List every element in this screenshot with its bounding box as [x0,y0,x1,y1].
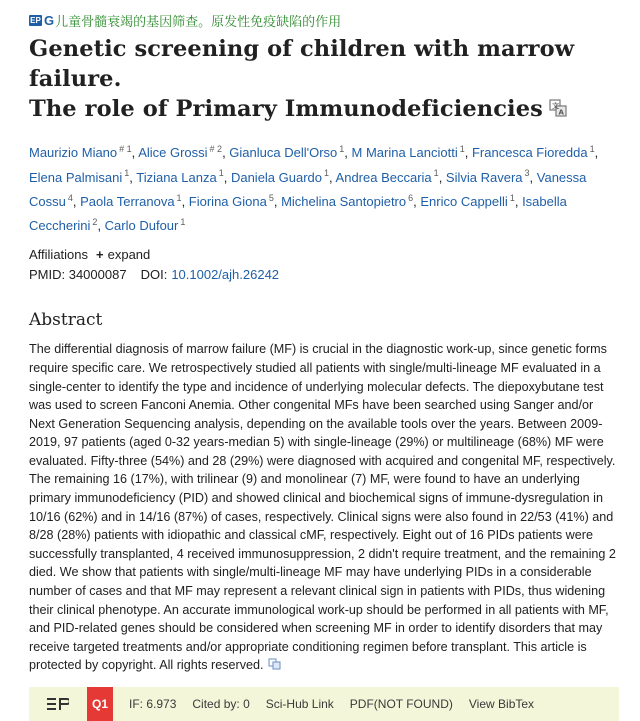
author-affiliation-number[interactable]: 4 [67,192,73,203]
author-affiliation-number[interactable]: 6 [408,192,414,203]
author-link[interactable]: Michelina Santopietro [281,193,407,209]
copy-translate-icon[interactable] [268,657,282,676]
author-link[interactable]: Silvia Ravera [445,169,523,185]
author-affiliation-number[interactable]: 1 [124,168,130,179]
google-translate-icon: G [44,12,55,28]
author-affiliation-number[interactable]: 3 [524,168,530,179]
author-affiliation-number[interactable]: 1 [176,192,182,203]
impact-factor: IF: 6.973 [129,697,177,712]
author-link[interactable]: Carlo Dufour [104,218,179,234]
pdf-link[interactable]: PDF(NOT FOUND) [349,697,453,712]
doi-link[interactable]: 10.1002/ajh.26242 [171,266,280,282]
translated-title-row [29,10,618,30]
abstract-heading: Abstract [29,310,103,331]
quartile-badge: Q1 [87,687,113,721]
svg-text:文: 文 [551,102,559,110]
article-title [29,34,618,125]
author-link[interactable]: Alice Grossi [138,145,208,161]
scihub-link[interactable]: Sci-Hub Link [265,697,334,712]
author-link[interactable]: Isabella Ceccherini [29,193,567,234]
author-link[interactable]: Francesca Fioredda [471,145,588,161]
author-affiliation-number[interactable]: # 1 [119,144,132,154]
author-link[interactable]: Gianluca Dell'Orso [229,145,338,161]
author-link[interactable]: Tiziana Lanza [136,169,217,185]
doi-label: DOI: [140,266,168,282]
author-affiliation-number[interactable]: 1 [339,144,345,154]
identifiers-row [29,264,618,284]
author-list: Maurizio Miano $^{\# 1}$, Alice Grossi $^{\# 2}$, Gianluca Dell'Orso $^1$, M Marina Lanciotti $^1$, Francesca Fioredda $^1$, Elena Palmisani $^1$, Tiziana Lanza $^1$, Daniela Guardo $^1$, Andrea Beccaria $^1$, Silvia Ravera $^3$, Vanessa Cossu $^4$, Paola Terranova $^1$, Fiorina Giona $^5$, Michelina Santopietro $^6$, Enrico Cappelli $^1$, Isabella Ceccherini $^2$, Carlo Dufour $^1$ [29,144,599,234]
author-affiliation-number[interactable]: 1 [589,144,595,154]
author-link[interactable]: Elena Palmisani [29,169,123,185]
title-line-1: Genetic screening of children with marrow failure. [29,36,575,92]
abstract-body: The differential diagnosis of marrow failure (MF) is crucial in the diagnostic work-up, since genetic forms require specific care. We retrospectively studied all patients with single/multi-lineage MF evaluated in a single-center to identify the type and incidence of underlying molecular defects. The diepoxybutane test was used to screen Fanconi Anemia. Other congenital MFs have been searched using Sanger and/or Next Generation Sequencing analysis, depending on the available tools over the years. Between 2009-2019, 97 patients (aged 0-32 years-median 5) with single-lineage (29%) or multilineage (68%) MF were evaluated. Fifty-three (54%) and 28 (29%) were diagnosed with acquired and congenital MF, respectively. The remaining 16 (17%), with trilinear (9) and monolinear (7) MF, were found to have an underlying primary immunodeficiency (PID) and showed clinical and biochemical signs of immune-dysregulation in 10/16 (62%) and in 14/16 (87%) of cases, respectively. Clinical signs were also found in 22/53 (41%) and 8/28 (28%) patients with idiopathic and classical cMF, respectively. Eight out of 16 PIDs patients were successfully transplanted, 4 received immunosuppression, 2 didn't require treatment, and the remaining 2 died. We show that patients with single/multi-lineage MF may have underlying PIDs in a considerable number of cases and that MF may represent a relevant clinical sign in patients with PIDs, thus widening their clinical phenotype. An accurate immunological work-up should be performed in all patients with MF, and PID-related genes should be considered when screening MF in order to identify disorders that may receive targeted treatments and/or appropriate conditioning regimen before transplant. This article is protected by copyright. All rights reserved. [29,342,616,673]
affiliations-expand-button[interactable] [96,247,150,262]
article-toolbar [29,687,619,721]
author-affiliation-number[interactable]: 1 [433,168,439,179]
author-link[interactable]: Andrea Beccaria [335,169,432,185]
ep-logo-icon: EP [30,15,41,25]
author-affiliation-number[interactable]: 2 [92,216,98,227]
cited-by-count[interactable]: Cited by: 0 [192,697,250,712]
author-affiliation-number[interactable]: 1 [324,168,330,179]
abstract-text [29,340,618,675]
author-affiliation-number[interactable]: # 2 [209,144,223,154]
view-bibtex-link[interactable]: View BibTex [468,697,535,712]
expand-label: expand [107,246,151,262]
author-affiliation-number[interactable]: 1 [218,168,224,179]
author-link[interactable]: Daniela Guardo [230,169,323,185]
author-link[interactable]: Enrico Cappelli [420,193,508,209]
pmid: PMID: 34000087 [29,266,127,282]
author-affiliation-number[interactable]: 1 [509,192,515,203]
translate-icon[interactable] [549,95,567,125]
author-link[interactable]: Vanessa Cossu [29,169,587,209]
author-affiliation-number[interactable]: 1 [459,144,465,154]
author-affiliation-number[interactable]: 1 [180,216,186,227]
author-link[interactable]: M Marina Lanciotti [351,145,458,161]
translated-title[interactable]: 儿童骨髓衰竭的基因筛查。原发性免疫缺陷的作用 [55,13,342,29]
author-affiliation-number[interactable]: 5 [268,192,274,203]
plus-icon: + [96,246,104,262]
author-link[interactable]: Paola Terranova [80,193,175,209]
author-link[interactable]: Fiorina Giona [188,193,267,209]
affiliations-row [29,244,618,264]
svg-text:A: A [558,108,564,117]
author-link[interactable]: Maurizio Miano [29,145,118,161]
affiliations-label: Affiliations [29,246,89,262]
title-line-2: The role of Primary Immunodeficiencies [29,96,543,122]
easy-pubmed-logo-icon[interactable] [29,698,87,710]
